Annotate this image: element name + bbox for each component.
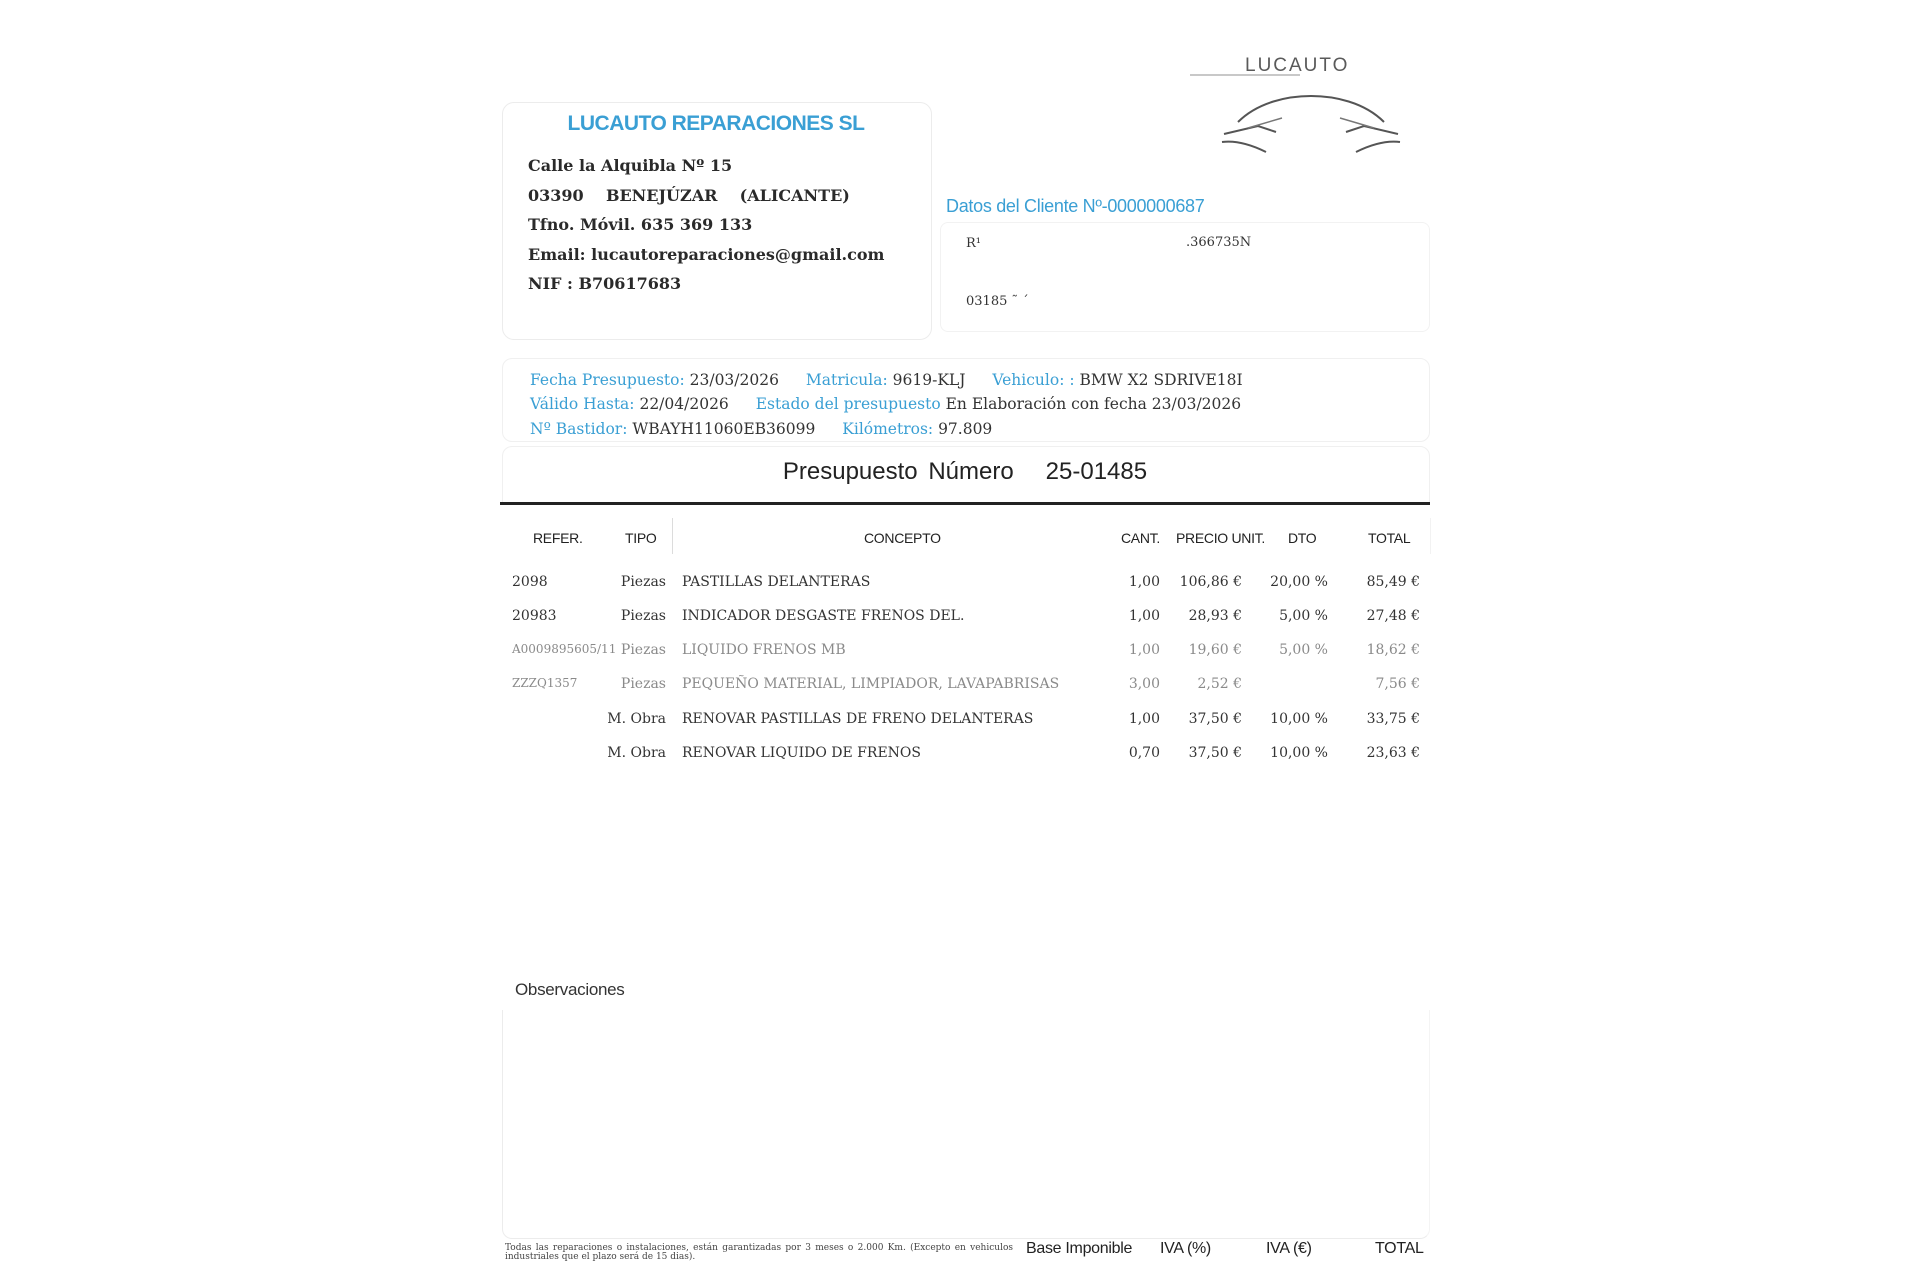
estado-value: En Elaboración con fecha 23/03/2026 [945,395,1242,413]
matricula-label: Matricula: [805,371,888,389]
cell-tipo: M. Obra [607,711,666,727]
vehiculo-label: Vehiculo: : [992,371,1075,389]
table-row [502,745,1428,779]
company-name: LUCAUTO REPARACIONES SL [567,112,865,135]
col-header-tipo: TIPO [625,530,657,546]
valido-value: 22/04/2026 [639,395,729,413]
cell-concepto: PEQUEÑO MATERIAL, LIMPIADOR, LAVAPABRISAS [682,676,1060,692]
km-value: 97.809 [938,420,993,438]
company-phone: Tfno. Móvil. 635 369 133 [528,215,753,234]
cell-cant: 1,00 [1128,711,1160,727]
cell-precio: 106,86 € [1179,574,1242,590]
cell-cant: 1,00 [1128,642,1160,658]
vehicle-line-3 [530,420,1014,438]
table-row [502,642,1428,676]
cell-cant: 3,00 [1128,676,1160,692]
cell-cant: 1,00 [1128,574,1160,590]
cell-precio: 19,60 € [1188,642,1242,658]
cell-ref: 2098 [512,574,548,590]
cell-concepto: RENOVAR LIQUIDO DE FRENOS [682,745,921,761]
cell-tipo: Piezas [620,574,666,590]
cell-tipo: Piezas [620,642,666,658]
col-header-total: TOTAL [1368,530,1411,546]
vehicle-line-2 [530,395,1263,413]
estado-label: Estado del presupuesto [755,395,941,413]
bastidor-value: WBAYH11060EB36099 [632,420,816,438]
cell-precio: 2,52 € [1197,676,1242,692]
iva-percent-header: IVA (%) [1160,1240,1211,1257]
table-row [502,608,1428,642]
cell-concepto: PASTILLAS DELANTERAS [682,574,871,590]
cell-concepto: INDICADOR DESGASTE FRENOS DEL. [682,608,965,624]
cell-cant: 1,00 [1128,608,1160,624]
vehiculo-value: BMW X2 SDRIVE18I [1079,371,1243,389]
cell-total: 18,62 € [1366,642,1420,658]
cell-concepto: RENOVAR PASTILLAS DE FRENO DELANTERAS [682,711,1034,727]
observaciones-box [502,1010,1430,1239]
cell-dto: 5,00 % [1279,608,1328,624]
company-city: 03390 BENEJÚZAR (ALICANTE) [528,186,850,205]
cell-precio: 37,50 € [1188,711,1242,727]
client-title: Datos del Cliente Nº-0000000687 [946,196,1205,216]
cell-cant: 0,70 [1128,745,1160,761]
cell-dto: 10,00 % [1270,745,1328,761]
client-info-box [940,222,1430,332]
fecha-label: Fecha Presupuesto: [530,371,685,389]
client-nif: .366735N [1186,235,1252,250]
matricula-value: 9619-KLJ [892,371,966,389]
table-row [502,711,1428,745]
cell-ref: A0009895605/11 [512,642,617,656]
logo-text: LUCAUTO [1245,55,1350,76]
cell-total: 85,49 € [1366,574,1420,590]
header-divider [672,518,673,554]
col-header-cant: CANT. [1121,530,1160,546]
cell-precio: 37,50 € [1188,745,1242,761]
observaciones-label: Observaciones [515,980,625,999]
client-postal-line: 03185 ˜ ´ [966,294,1029,309]
col-header-dto: DTO [1288,530,1317,546]
cell-total: 23,63 € [1366,745,1420,761]
cell-total: 27,48 € [1366,608,1420,624]
title-rule [500,502,1430,505]
document-title: Presupuesto Número 25-01485 [782,458,1148,485]
cell-concepto: LIQUIDO FRENOS MB [682,642,846,658]
col-header-ref: REFER. [533,530,583,546]
col-header-concepto: CONCEPTO [864,530,941,546]
col-header-precio: PRECIO UNIT. [1176,530,1265,546]
bastidor-label: Nº Bastidor: [530,420,628,438]
company-address: Calle la Alquibla Nº 15 [528,156,733,175]
total-header: TOTAL [1375,1240,1424,1257]
km-label: Kilómetros: [842,420,934,438]
company-nif: NIF : B70617683 [528,274,682,293]
cell-tipo: M. Obra [607,745,666,761]
cell-precio: 28,93 € [1188,608,1242,624]
cell-ref: 20983 [512,608,557,624]
warranty-note: Todas las reparaciones o instalaciones, están garantizadas por 3 meses o 2.000 Km. (Excepto en vehiculos industriales que el plazo será de 15 dias). [505,1243,1013,1262]
valido-label: Válido Hasta: [530,395,635,413]
table-row [502,574,1428,608]
cell-dto: 10,00 % [1270,711,1328,727]
fecha-value: 23/03/2026 [689,371,779,389]
table-row [502,676,1428,710]
cell-total: 33,75 € [1366,711,1420,727]
cell-tipo: Piezas [620,676,666,692]
cell-dto: 5,00 % [1279,642,1328,658]
cell-dto: 20,00 % [1270,574,1328,590]
iva-amount-header: IVA (€) [1266,1240,1312,1257]
cell-total: 7,56 € [1375,676,1420,692]
header-divider [1430,518,1431,554]
cell-tipo: Piezas [620,608,666,624]
company-email: Email: lucautoreparaciones@gmail.com [528,245,885,264]
vehicle-line-1 [530,371,1265,389]
car-front-icon [1218,88,1404,156]
client-name-line: R¹ [966,236,981,251]
base-imponible-header: Base Imponible [1026,1240,1133,1257]
cell-ref: ZZZQ1357 [512,676,578,690]
